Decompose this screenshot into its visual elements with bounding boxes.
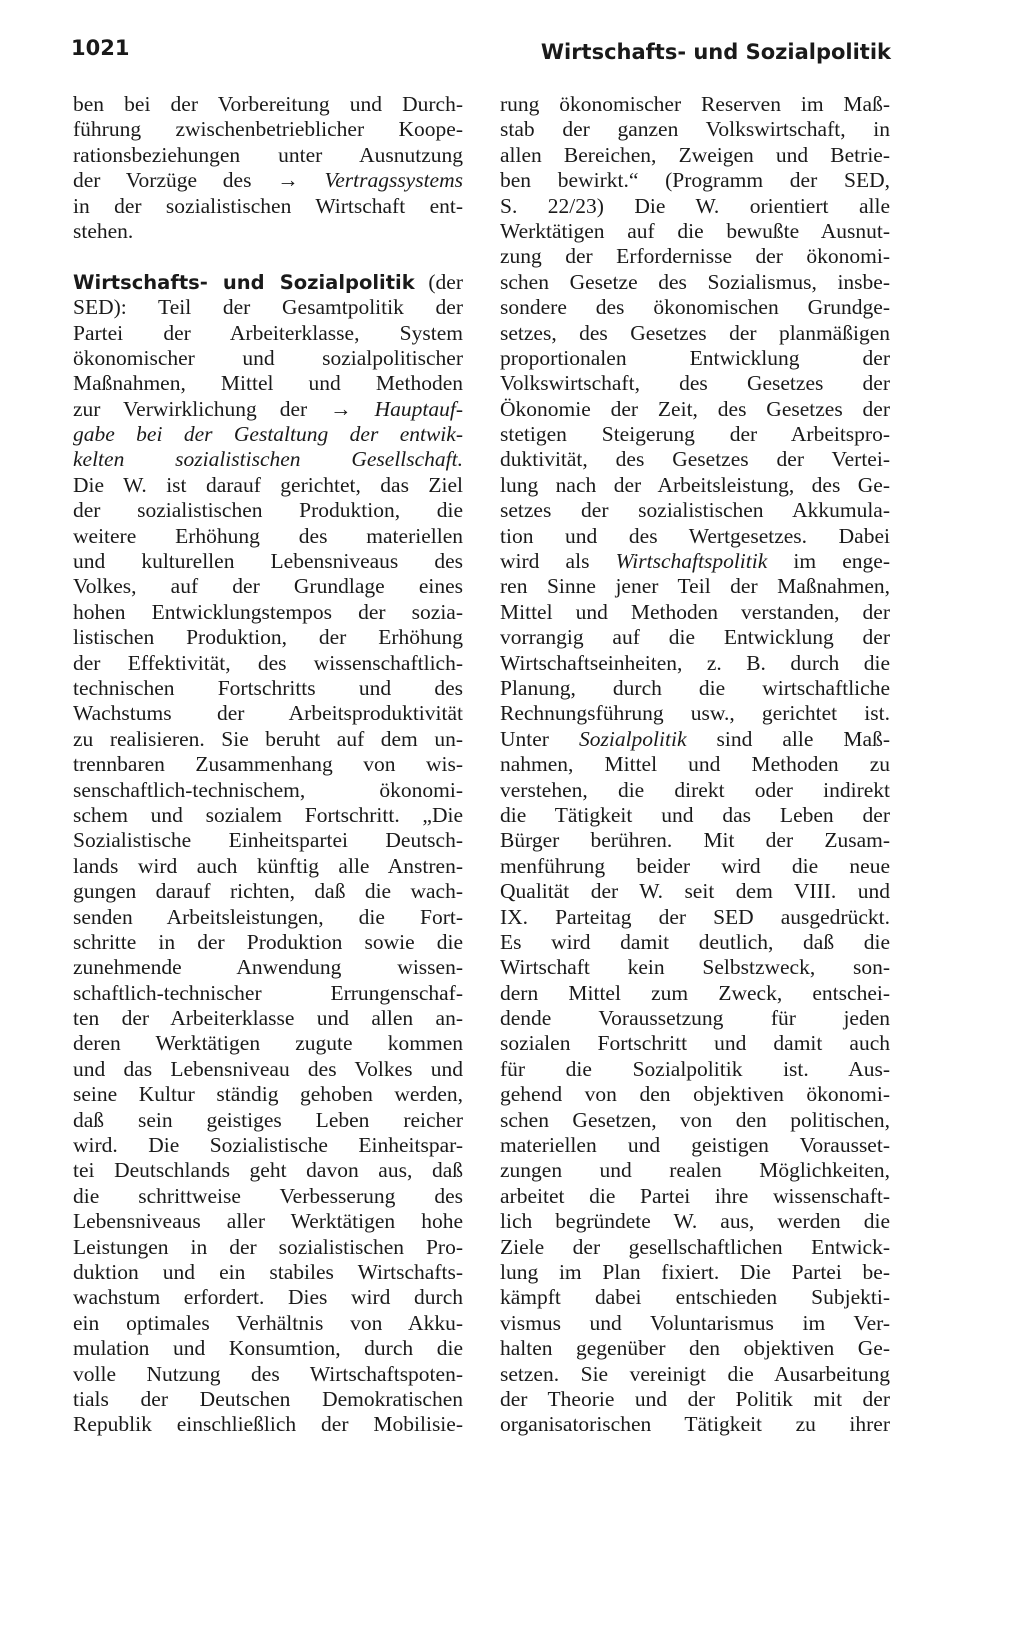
text-line: setzes, des Gesetzes der planmäßigen — [500, 320, 890, 345]
text-line: dern Mittel zum Zweck, entschei- — [500, 980, 890, 1005]
text-line: tion und des Wertgesetzes. Dabei — [500, 523, 890, 548]
text-line: Bürger berühren. Mit der Zusam- — [500, 828, 890, 853]
text-line: schen Gesetzen, von den politischen, — [500, 1107, 890, 1132]
page-header — [71, 36, 891, 76]
text-line: senden Arbeitsleistungen, die Fort- — [73, 904, 463, 929]
text-line: schen Gesetze des Sozialismus, insbe- — [500, 269, 890, 294]
text-line: Qualität der W. seit dem VIII. und — [500, 879, 890, 904]
text-line: der sozialistischen Produktion, die — [73, 498, 463, 523]
text-line: wachstum erfordert. Dies wird durch — [73, 1285, 463, 1310]
text-line: die schrittweise Verbesserung des — [73, 1183, 463, 1208]
text-line: volle Nutzung des Wirtschaftspoten- — [73, 1361, 463, 1386]
text-line: stetigen Steigerung der Arbeitspro- — [500, 422, 890, 447]
text-line: gehend von den objektiven ökonomi- — [500, 1082, 890, 1107]
text-line: stehen. — [73, 218, 134, 243]
text-line: der Theorie und der Politik mit der — [500, 1386, 890, 1411]
text-line: organisatorischen Tätigkeit zu ihrer — [500, 1412, 890, 1437]
text-line: ben bei der Vorbereitung und Durch- — [73, 92, 463, 116]
text-line: duktivität, des Gesetzes der Vertei- — [500, 447, 890, 472]
text-line: senschaftlich-technischem, ökonomi- — [73, 777, 463, 802]
text-line: zunehmende Anwendung wissen- — [73, 955, 463, 980]
text-line: S. 22/23) Die W. orientiert alle — [500, 193, 890, 218]
text-segment: der Vorzüge des → — [73, 168, 325, 193]
text-segment: sind alle Maß- — [686, 726, 890, 751]
text-line: Mittel und Methoden verstanden, der — [500, 599, 890, 624]
text-line: wird. Die Sozialistische Einheitspar- — [73, 1133, 463, 1158]
text-line: Wachstums der Arbeitsproduktivität — [73, 701, 463, 726]
text-line: ren Sinne jener Teil der Maßnahmen, — [500, 574, 890, 599]
text-line: hohen Entwicklungstempos der sozia- — [73, 599, 463, 624]
entry-heading-line — [73, 270, 463, 295]
text-line: schritte in der Produktion sowie die — [73, 929, 463, 954]
right-column — [500, 92, 890, 1438]
cross-reference-hauptaufgabe-cont: gabe bei der Gestaltung der entwik- — [73, 422, 463, 447]
text-line: Republik einschließlich der Mobilisie- — [73, 1412, 463, 1437]
text-line — [500, 727, 890, 752]
text-line — [73, 397, 463, 422]
text-line: setzen. Sie vereinigt die Ausarbeitung — [500, 1361, 890, 1386]
text-line: materiellen und geistigen Vorausset- — [500, 1133, 890, 1158]
text-line: menführung beider wird die neue — [500, 853, 890, 878]
text-line: kämpft dabei entschieden Subjekti- — [500, 1285, 890, 1310]
text-line: führung zwischenbetrieblicher Koope- — [73, 117, 463, 142]
text-line: und das Lebensniveau des Volkes und — [73, 1056, 463, 1081]
text-line: trennbaren Zusammenhang von wis- — [73, 752, 463, 777]
text-line: sozialen Fortschritt und damit auch — [500, 1031, 890, 1056]
text-line: weitere Erhöhung des materiellen — [73, 523, 463, 548]
text-line: zung der Erfordernisse der ökonomi- — [500, 244, 890, 269]
entry-lemma: Wirtschafts- und Sozialpolitik — [73, 270, 415, 294]
text-line: und kulturellen Lebensniveaus des — [73, 549, 463, 574]
text-line: mulation und Konsumtion, durch die — [73, 1336, 463, 1361]
text-line: deren Werktätigen zugute kommen — [73, 1031, 463, 1056]
text-line: seine Kultur ständig gehoben werden, — [73, 1082, 463, 1107]
text-line: Lebensniveaus aller Werktätigen hohe — [73, 1209, 463, 1234]
text-line: SED): Teil der Gesamtpolitik der — [73, 295, 463, 320]
text-line: Werktätigen auf die bewußte Ausnut- — [500, 218, 890, 243]
text-line: tials der Deutschen Demokratischen — [73, 1386, 463, 1411]
text-line: tei Deutschlands geht davon aus, daß — [73, 1158, 463, 1183]
text-line: rung ökonomischer Reserven im Maß- — [500, 92, 890, 116]
text-line: für die Sozialpolitik ist. Aus- — [500, 1056, 890, 1081]
text-line: stab der ganzen Volkswirtschaft, in — [500, 117, 890, 142]
running-head: Wirtschafts- und Sozialpolitik — [540, 40, 891, 64]
text-line — [73, 447, 463, 472]
page-number: 1021 — [71, 36, 130, 60]
text-segment: im enge- — [767, 549, 890, 574]
text-line: Sozialistische Einheitspartei Deutsch- — [73, 828, 463, 853]
text-line: IX. Parteitag der SED ausgedrückt. — [500, 904, 890, 929]
text-line: zu realisieren. Sie beruht auf dem un- — [73, 726, 463, 751]
text-line: ökonomischer und sozialpolitischer — [73, 345, 463, 370]
text-line: Wirtschaft kein Selbstzweck, son- — [500, 955, 890, 980]
text-line: setzes der sozialistischen Akkumula- — [500, 498, 890, 523]
text-line: in der sozialistischen Wirtschaft ent- — [73, 193, 463, 218]
text-line: rationsbeziehungen unter Ausnutzung — [73, 142, 463, 167]
left-column — [73, 92, 463, 1438]
text-line: lung nach der Arbeitsleistung, des Ge- — [500, 472, 890, 497]
text-line — [73, 422, 463, 447]
text-line: Ökonomie der Zeit, des Gesetzes der — [500, 396, 890, 421]
text-line: ten der Arbeiterklasse und allen an- — [73, 1006, 463, 1031]
text-line: die Tätigkeit und das Leben der — [500, 802, 890, 827]
text-line: proportionalen Entwicklung der — [500, 345, 890, 370]
text-line: technischen Fortschritts und des — [73, 675, 463, 700]
text-line: Volkes, auf der Grundlage eines — [73, 574, 463, 599]
text-line: nahmen, Mittel und Methoden zu — [500, 752, 890, 777]
cross-reference-hauptaufgabe[interactable]: Hauptauf- — [374, 396, 463, 421]
cross-reference-vertragssystem[interactable]: Vertragssystems — [324, 168, 463, 193]
text-line: ben bewirkt.“ (Programm der SED, — [500, 168, 890, 193]
text-line: daß sein geistiges Leben reicher — [73, 1107, 463, 1132]
text-line — [500, 549, 890, 574]
text-line: Die W. ist darauf gerichtet, das Ziel — [73, 472, 463, 497]
text-segment: Unter — [500, 726, 579, 751]
text-line: allen Bereichen, Zweigen und Betrie- — [500, 142, 890, 167]
text-line: lung im Plan fixiert. Die Partei be- — [500, 1259, 890, 1284]
text-line: vorrangig auf die Entwicklung der — [500, 625, 890, 650]
text-line: Rechnungsführung usw., gerichtet ist. — [500, 701, 890, 726]
text-line: vismus und Voluntarismus im Ver- — [500, 1310, 890, 1335]
text-segment: wird als — [500, 549, 616, 574]
text-line: Partei der Arbeiterklasse, System — [73, 320, 463, 345]
text-line: Maßnahmen, Mittel und Methoden — [73, 371, 463, 396]
text-line: Planung, durch die wirtschaftliche — [500, 675, 890, 700]
text-line: der Effektivität, des wissenschaftlich- — [73, 650, 463, 675]
text-line: dende Voraussetzung für jeden — [500, 1006, 890, 1031]
entry-gap — [73, 244, 463, 269]
text-segment: (der — [414, 269, 463, 294]
text-line: lich begründete W. aus, werden die — [500, 1209, 890, 1234]
text-line: listischen Produktion, der Erhöhung — [73, 625, 463, 650]
text-line: duktion und ein stabiles Wirtschafts- — [73, 1259, 463, 1284]
text-line: lands wird auch künftig alle Anstren- — [73, 853, 463, 878]
text-line: Volkswirtschaft, des Gesetzes der — [500, 371, 890, 396]
text-line: Ziele der gesellschaftlichen Entwick- — [500, 1234, 890, 1259]
text-line — [73, 168, 463, 193]
cross-reference-hauptaufgabe-cont: kelten sozialistischen Gesellschaft. — [73, 447, 463, 472]
text-line: verstehen, die direkt oder indirekt — [500, 777, 890, 802]
text-line: halten gegenüber den objektiven Ge- — [500, 1336, 890, 1361]
term-wirtschaftspolitik: Wirtschaftspolitik — [615, 549, 768, 574]
text-line: zungen und realen Möglichkeiten, — [500, 1158, 890, 1183]
text-line: schaftlich-technischer Errungenschaf- — [73, 980, 463, 1005]
text-line: schem und sozialem Fortschritt. „Die — [73, 802, 463, 827]
text-segment: zur Verwirklichung der → — [73, 396, 375, 421]
text-line: ein optimales Verhältnis von Akku- — [73, 1310, 463, 1335]
term-sozialpolitik: Sozialpolitik — [578, 726, 687, 751]
text-line: Es wird damit deutlich, daß die — [500, 929, 890, 954]
text-line: gungen darauf richten, daß die wach- — [73, 879, 463, 904]
text-line: sondere des ökonomischen Grundge- — [500, 295, 890, 320]
text-line: arbeitet die Partei ihre wissenschaft- — [500, 1183, 890, 1208]
text-line: Leistungen in der sozialistischen Pro- — [73, 1234, 463, 1259]
text-line: Wirtschaftseinheiten, z. B. durch die — [500, 650, 890, 675]
